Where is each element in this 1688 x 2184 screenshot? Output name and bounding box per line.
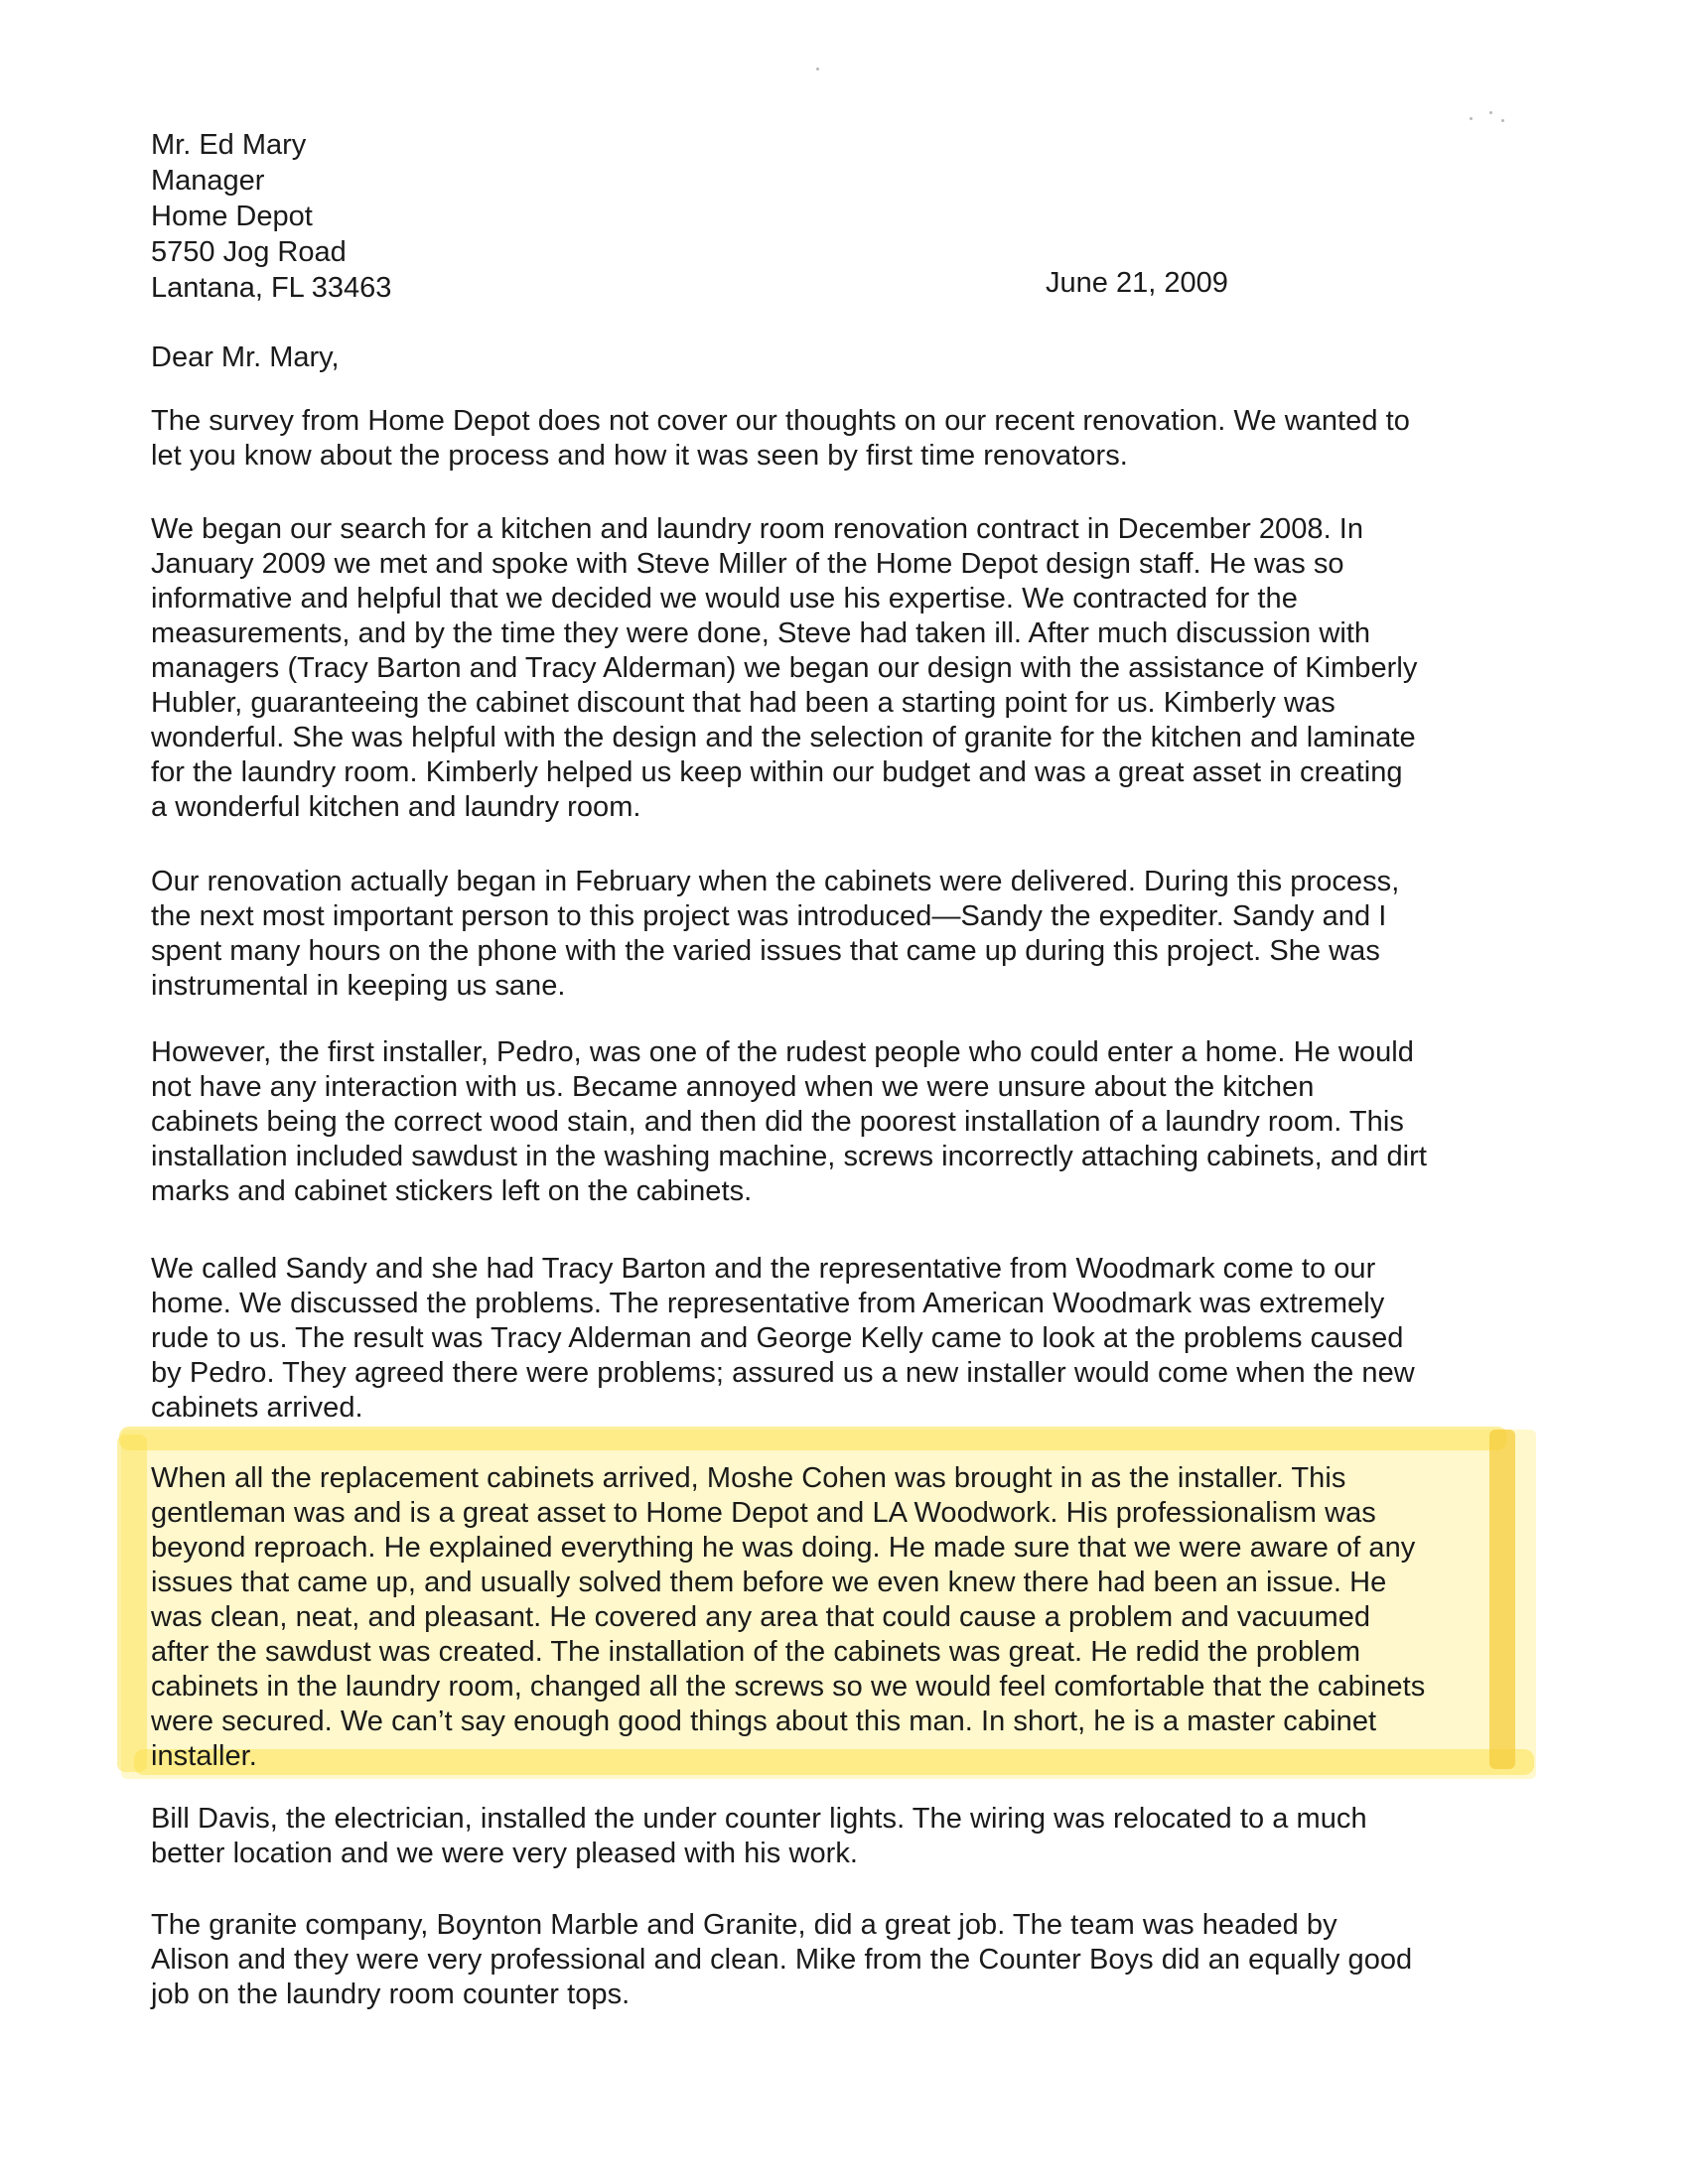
paragraph-line: instrumental in keeping us sane. [151, 970, 566, 1002]
paragraph-line: gentleman was and is a great asset to Home Depot and LA Woodwork. His professionalism was [151, 1497, 1376, 1529]
paragraph-first-installer [151, 1035, 1511, 1209]
paragraph-line: informative and helpful that we decided we would use his expertise. We contracted for the [151, 583, 1298, 614]
paragraph-line: rude to us. The result was Tracy Alderman and George Kelly came to look at the problems caused [151, 1322, 1404, 1354]
recipient-city: Lantana, FL 33463 [151, 272, 392, 304]
paragraph-line: installation included sawdust in the washing machine, screws incorrectly attaching cabinets, and dirt [151, 1141, 1427, 1172]
paragraph-moshe-cohen [151, 1461, 1511, 1774]
recipient-name: Mr. Ed Mary [151, 129, 307, 161]
paragraph-line: Hubler, guaranteeing the cabinet discount that had been a starting point for us. Kimberly was [151, 687, 1336, 719]
paragraph-line: after the sawdust was created. The installation of the cabinets was great. He redid the problem [151, 1636, 1361, 1668]
paragraph-electrician [151, 1802, 1511, 1871]
paragraph-woodmark [151, 1252, 1511, 1426]
paragraph-line: Bill Davis, the electrician, installed the under counter lights. The wiring was relocated to a much [151, 1803, 1367, 1835]
paragraph-line: January 2009 we met and spoke with Steve Miller of the Home Depot design staff. He was so [151, 548, 1344, 580]
recipient-street: 5750 Jog Road [151, 236, 347, 268]
paragraph-granite [151, 1908, 1511, 2012]
paragraph-line: cabinets in the laundry room, changed all the screws so we would feel comfortable that the cabinets [151, 1671, 1426, 1703]
paragraph-line: spent many hours on the phone with the varied issues that came up during this project. She was [151, 935, 1380, 967]
paragraph-line: installer. [151, 1740, 257, 1772]
paragraph-line: When all the replacement cabinets arrived, Moshe Cohen was brought in as the installer. This [151, 1462, 1346, 1494]
paragraph-line: We began our search for a kitchen and laundry room renovation contract in December 2008. In [151, 513, 1364, 545]
recipient-title: Manager [151, 165, 265, 197]
paragraph-line: measurements, and by the time they were done, Steve had taken ill. After much discussion with [151, 617, 1371, 649]
paragraph-line: better location and we were very pleased with his work. [151, 1838, 858, 1869]
paragraph-line: issues that came up, and usually solved them before we even knew there had been an issue. He [151, 1567, 1387, 1598]
paragraph-line: by Pedro. They agreed there were problems; assured us a new installer would come when the new [151, 1357, 1415, 1389]
paragraph-line: However, the first installer, Pedro, was one of the rudest people who could enter a home. He would [151, 1036, 1414, 1068]
scan-speck [816, 68, 819, 70]
paragraph-line: not have any interaction with us. Became annoyed when we were unsure about the kitchen [151, 1071, 1315, 1103]
paragraph-line: We called Sandy and she had Tracy Barton and the representative from Woodmark come to our [151, 1253, 1376, 1285]
highlighter-stroke-top [119, 1427, 1507, 1450]
paragraph-line: a wonderful kitchen and laundry room. [151, 791, 641, 823]
paragraph-design [151, 512, 1511, 825]
paragraph-intro [151, 404, 1511, 474]
paragraph-line: cabinets arrived. [151, 1392, 363, 1424]
paragraph-expediter [151, 865, 1511, 1004]
paragraph-line: was clean, neat, and pleasant. He covered any area that could cause a problem and vacuumed [151, 1601, 1371, 1633]
paragraph-line: wonderful. She was helpful with the design and the selection of granite for the kitchen and laminate [151, 722, 1416, 753]
paragraph-line: cabinets being the correct wood stain, and then did the poorest installation of a laundry room. This [151, 1106, 1404, 1138]
paragraph-line: let you know about the process and how it was seen by first time renovators. [151, 440, 1128, 472]
paragraph-line: managers (Tracy Barton and Tracy Alderman) we began our design with the assistance of Kimberly [151, 652, 1418, 684]
paragraph-line: home. We discussed the problems. The representative from American Woodmark was extremely [151, 1288, 1385, 1319]
salutation: Dear Mr. Mary, [151, 341, 340, 373]
scan-speck [1470, 117, 1473, 120]
recipient-company: Home Depot [151, 201, 313, 232]
paragraph-line: Our renovation actually began in February when the cabinets were delivered. During this process, [151, 866, 1400, 897]
scan-speck [1501, 119, 1504, 122]
paragraph-line: The granite company, Boynton Marble and Granite, did a great job. The team was headed by [151, 1909, 1337, 1941]
highlighter-stroke-left [117, 1434, 147, 1772]
letter-date: June 21, 2009 [1046, 267, 1228, 299]
paragraph-line: for the laundry room. Kimberly helped us keep within our budget and was a great asset in creating [151, 756, 1403, 788]
paragraph-line: marks and cabinet stickers left on the cabinets. [151, 1175, 753, 1207]
scan-speck [1489, 111, 1492, 114]
paragraph-line: the next most important person to this project was introduced—Sandy the expediter. Sandy and I [151, 900, 1387, 932]
paragraph-line: were secured. We can’t say enough good things about this man. In short, he is a master cabinet [151, 1706, 1377, 1737]
paragraph-line: job on the laundry room counter tops. [151, 1979, 631, 2010]
paragraph-line: The survey from Home Depot does not cover our thoughts on our recent renovation. We wanted to [151, 405, 1410, 437]
paragraph-line: Alison and they were very professional and clean. Mike from the Counter Boys did an equally good [151, 1944, 1413, 1976]
paragraph-line: beyond reproach. He explained everything he was doing. He made sure that we were aware of any [151, 1532, 1416, 1564]
recipient-address [151, 127, 391, 306]
